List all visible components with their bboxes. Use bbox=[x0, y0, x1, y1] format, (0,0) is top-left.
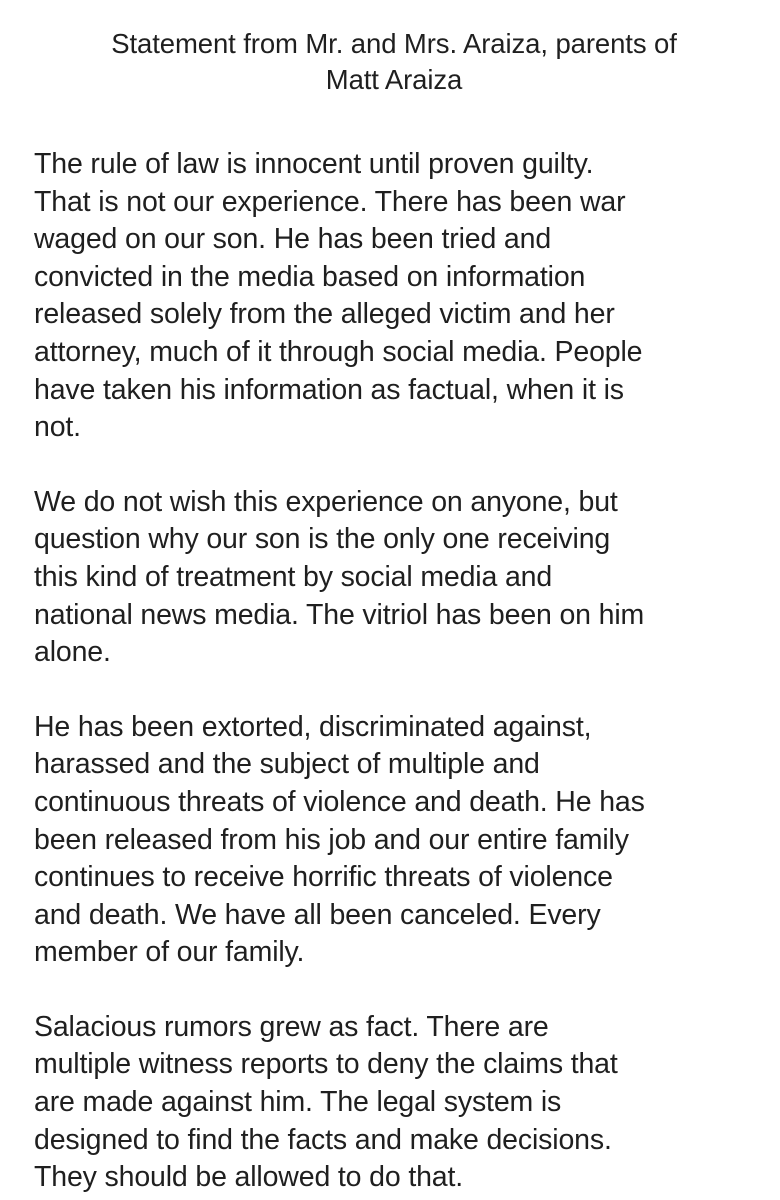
text-line: Salacious rumors grew as fact. There are bbox=[34, 1010, 549, 1043]
title-line: Matt Araiza bbox=[325, 64, 463, 95]
text-line: this kind of treatment by social media and bbox=[34, 560, 553, 593]
text-line: national news media. The vitriol has been on him bbox=[34, 598, 645, 631]
statement-title bbox=[34, 26, 754, 98]
text-line: question why our son is the only one receiving bbox=[34, 523, 611, 556]
title-line: Statement from Mr. and Mrs. Araiza, parents of bbox=[111, 28, 677, 59]
text-line: are made against him. The legal system is bbox=[34, 1086, 562, 1119]
text-line: convicted in the media based on information bbox=[34, 260, 586, 293]
paragraph-legal-system bbox=[34, 1009, 754, 1197]
paragraph-media-treatment bbox=[34, 484, 754, 672]
text-line: They should be allowed to do that. bbox=[34, 1161, 464, 1194]
text-line: waged on our son. He has been tried and bbox=[34, 223, 552, 256]
text-line: been released from his job and our entire family bbox=[34, 823, 629, 856]
text-line: He has been extorted, discriminated against, bbox=[34, 710, 592, 743]
text-line: designed to find the facts and make decisions. bbox=[34, 1123, 612, 1156]
text-line: continuous threats of violence and death. He has bbox=[34, 785, 645, 818]
text-line: The rule of law is innocent until proven guilty. bbox=[34, 148, 594, 180]
text-line: not. bbox=[34, 411, 81, 444]
text-line: attorney, much of it through social media. People bbox=[34, 335, 643, 368]
text-line: multiple witness reports to deny the claims that bbox=[34, 1048, 618, 1081]
text-line: We do not wish this experience on anyone, but bbox=[34, 485, 618, 518]
text-line: harassed and the subject of multiple and bbox=[34, 748, 540, 781]
text-line: have taken his information as factual, when it is bbox=[34, 373, 624, 406]
text-line: alone. bbox=[34, 636, 111, 669]
text-line: released solely from the alleged victim and her bbox=[34, 298, 615, 331]
paragraph-presumption-of-innocence bbox=[34, 146, 754, 447]
text-line: member of our family. bbox=[34, 936, 305, 969]
text-line: and death. We have all been canceled. Every bbox=[34, 898, 601, 931]
text-line: That is not our experience. There has been war bbox=[34, 185, 626, 218]
text-line: continues to receive horrific threats of violence bbox=[34, 861, 613, 894]
paragraph-threats bbox=[34, 709, 754, 972]
